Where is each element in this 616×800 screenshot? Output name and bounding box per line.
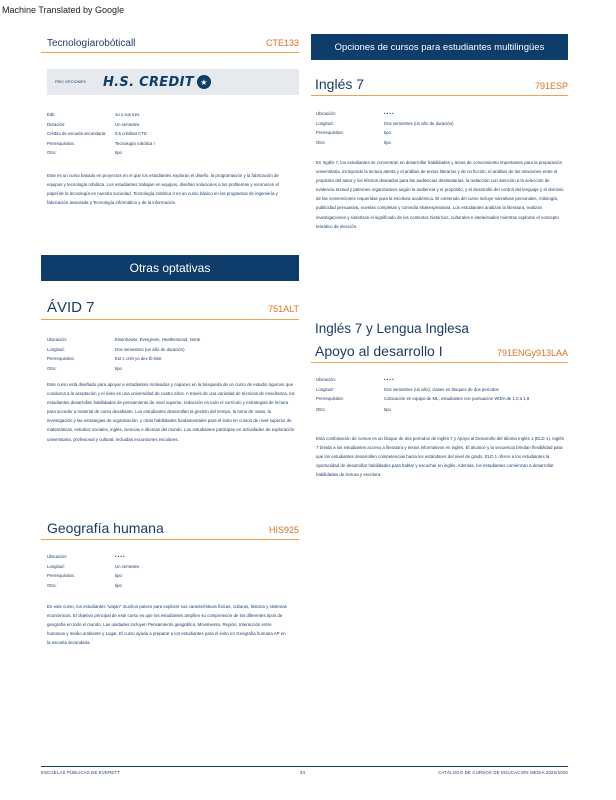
course-code: HIS925: [268, 525, 299, 535]
field-row: Ubicación: • • • •: [316, 377, 394, 382]
course-title: ÁVID 7: [47, 299, 95, 316]
hs-credit-caption: PRO OPCIONES: [55, 79, 86, 84]
page-number: 34: [300, 770, 306, 775]
english-eld-fields: [316, 375, 568, 414]
course-code: 791ENGy913LAA: [496, 348, 568, 358]
course-english-7: [311, 76, 568, 96]
field-row: Longitud: Dos semestres (un año de duración): [316, 120, 454, 126]
field-row: Otro: tipo: [47, 365, 122, 371]
english7-description: En Inglés 7, los estudiantes se concentran en desarrollar habilidades y áreas de conocimiento importantes para la preparación universitaria, incluyendo la lectura atenta y el análisis de textos literarios y de no ficción, el análisis de las relaciones entre el propósito del autor y los efectos deseados para las audiencias destinatarias, la redacción con atención a la selección de evidencia textual y patrones organizativos según la audiencia y el propósito, y el desarrollo del control del lenguaje y el dominio de las convenciones requeridas para la escritura académica. El contenido del curso incluye narrativas personales, mitología, publicidad persuasiva, novelas completas y comedia shakespeariana. Los estudiantes analizan la literatura, realizan investigaciones y sintetizan el significado de los contextos históricos, culturales e intelectuales mientras exploran el concepto temático de elección.: [316, 160, 564, 229]
field-row: Crédito de escuela secundaria: 0,5 créditos CTE: [47, 131, 148, 136]
course-title: Tecnologíarobóticall: [47, 38, 136, 49]
robotics-description: Este es un curso basado en proyectos en el que los estudiantes exploran el diseño, la programación y la fabricación de equipos y tecnología robótica. Los estudiantes trabajan en equipos, diseñan soluciones a los problemas y reconocen el papel de la tecnología en nuestra sociedad. Tecnología robótica II es un curso básico en los programas de ingeniería y fabricación avanzada y Tecnología informática y de la información.: [47, 173, 279, 206]
field-row: Prerrequisitos: tipo: [47, 573, 122, 578]
hs-credit-box: [47, 69, 299, 95]
english7-fields: [316, 109, 568, 147]
course-title-line1: Inglés 7 y Lengua Inglesa: [315, 321, 469, 336]
machine-translation-banner: Machine Translated by Google: [2, 5, 125, 15]
field-row: Prerrequisitos: Colocación en equipo de ML, estudiantes con puntuación WIDA de 1,0 a 1,9: [316, 396, 530, 401]
avid-fields: [47, 335, 299, 373]
course-code: 791ESP: [534, 81, 568, 91]
course-english-eld: [311, 343, 568, 363]
course-title: Geografía humana: [47, 520, 164, 536]
course-header: [41, 520, 299, 540]
field-row: Prerrequisitos: tipo: [316, 130, 391, 135]
course-header: [311, 76, 568, 96]
course-code: CTE133: [265, 38, 299, 48]
robotics-fields: [47, 110, 299, 158]
field-row: Longitud: Dos semestres (un año), clases en bloques de dos períodos: [316, 386, 499, 392]
field-row: Ubicación: • • • •: [316, 111, 394, 116]
hs-credit-logo: H.S. CREDIT: [103, 74, 194, 90]
field-row: Otro: tipo: [47, 150, 122, 155]
other-electives-header: Otras optativas: [41, 255, 299, 281]
field-row: Otro: tipo: [316, 406, 391, 412]
course-human-geography: [41, 520, 299, 540]
field-row: Longitud: Dos semestres (un año de duración): [47, 346, 185, 352]
course-header: [311, 343, 568, 363]
field-row: Prerrequisitos: Tecnología robótica I: [47, 140, 155, 146]
footer-divider: [41, 766, 568, 767]
geography-fields: [47, 552, 299, 590]
course-header: [41, 38, 299, 53]
geography-description: En este curso, los estudiantes "viajan" muchos países para explorar sus características físicas, culturas, historia y sistemas económicos. El objetivo principal de este curso es que los estudiantes amplíen su comprensión de los diferentes tipos de geografía en todo el mundo. Las unidades incluyen Pensamiento geográfico, Movimiento, Región, Interacción entre humanos y medio ambiente y Lugar. El curso ayuda a preparar a los estudiantes para el éxito en Geografía humana AP en la escuela secundaria.: [47, 604, 287, 646]
course-header: [41, 299, 299, 320]
multilingual-options-header: Opciones de cursos para estudiantes multilingües: [311, 34, 568, 60]
field-row: Ubicación: • • • •: [47, 554, 125, 559]
course-code: 751ALT: [268, 304, 299, 314]
course-avid: [41, 299, 299, 320]
course-title-line2: Apoyo al desarrollo I: [315, 343, 443, 359]
field-row: Edit 1o s sus tres: [47, 112, 140, 117]
avid-description: Este curso está diseñado para apoyar a estudiantes motivados y capaces en la búsqueda de un curso de estudio riguroso que conduzca a la aceptación y el éxito en una universidad de cuatro años. A través de una variedad de técnicas de enseñanza, los estudiantes desarrollan habilidades de pensamiento de nivel superior, redacción en todo el currículo y estrategias de lectura para acceder a material de curso desafiante. Los estudiantes desarrollan la gestión del tiempo, la toma de notas, la investigación y las estrategias de organización, y otras habilidades fundamentales para el éxito en cursos de nivel superior de matemáticas, estudios sociales, inglés, ciencias e idiomas del mundo. Los estudiantes participan en actividades de exploración universitaria, profesional y cultural, incluidas excursiones escolares.: [47, 382, 295, 442]
course-robotics-tech: [41, 38, 299, 53]
footer-catalog: CATÁLOGO DE CURSOS DE EDUCACIÓN MEDIA 2025/2026: [438, 770, 568, 775]
course-title: Inglés 7: [315, 76, 365, 92]
field-row: Prerrequisitos: Ext s crsh yo dev tb limit: [47, 356, 162, 361]
field-row: Otro: tipo: [47, 582, 122, 588]
field-row: Ubicación: Eisenhower, Evergreen, Heatherwood, Norte: [47, 337, 201, 342]
field-row: Longitud: Un semestre: [47, 563, 140, 569]
graduation-cap-icon: ★: [197, 75, 211, 89]
footer-district: ESCUELAS PÚBLICAS DE EVERETT: [41, 770, 121, 775]
field-row: Otro: tipo: [316, 139, 391, 145]
english-eld-description: Esta combinación de cursos es un bloque de dos períodos de Inglés 7 y Apoyo al Desarrollo del Idioma Inglés 1 (ELD 1). Inglés 7 brinda a los estudiantes acceso a literatura y textos informativos en inglés. El alcance y la secuencia brindan flexibilidad para que los estudiantes desarrollen competencias hacia los estándares del nivel de grado. ELD 1 ofrece a los estudiantes la oportunidad de desarrollar habilidades para hablar y escuchar en inglés. Además, los estudiantes comienzan a desarrollar habilidades de lectura y escritura.: [316, 436, 564, 478]
field-row: Duración: Un semestre: [47, 121, 140, 127]
